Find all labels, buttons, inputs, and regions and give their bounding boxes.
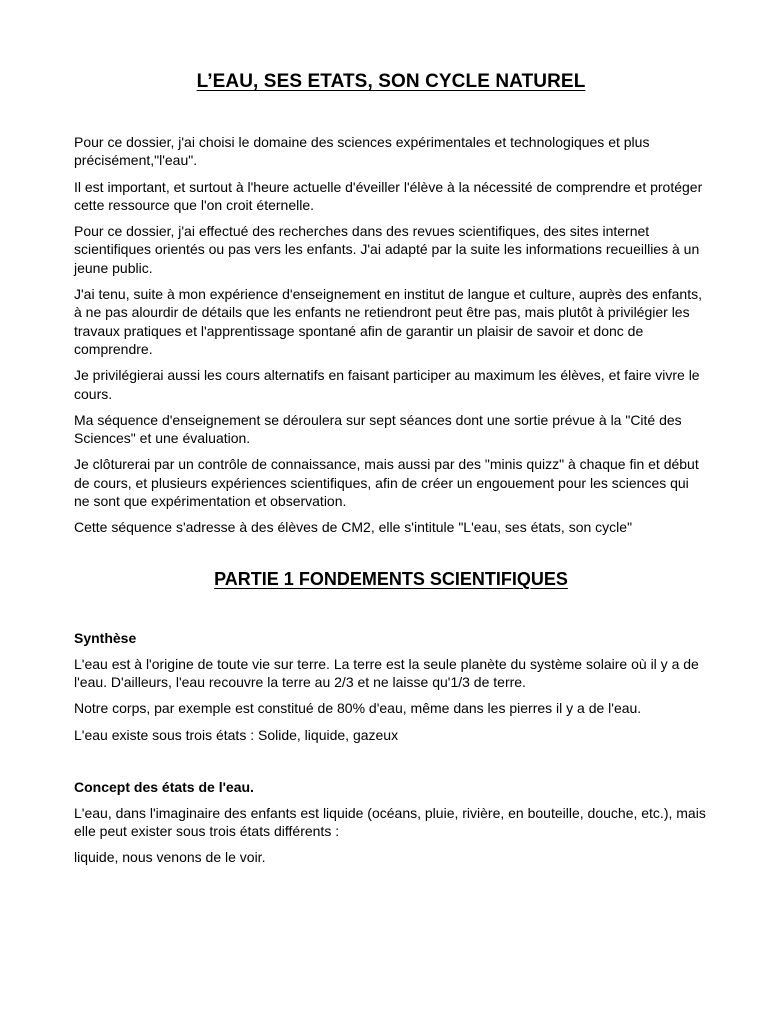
synthese-paragraph-1: L'eau est à l'origine de toute vie sur terre. La terre est la seule planète du système solaire où il y a de l'eau. D'ailleurs, l'eau recouvre la terre au 2/3 et ne laisse qu'1/3 de terre. — [74, 655, 699, 690]
intro-paragraph-3: Pour ce dossier, j'ai effectué des recherches dans des revues scientifiques, des sites internet scientifiques orientés ou pas vers les enfants. J'ai adapté par la suite les informations recueillies à un jeune public. — [74, 223, 700, 276]
intro-paragraph-8: Cette séquence s'adresse à des élèves de CM2, elle s'intitule "L'eau, ses états, son cycle" — [74, 519, 633, 536]
concept-paragraph-2: liquide, nous venons de le voir. — [74, 849, 266, 866]
intro-section — [74, 133, 708, 537]
concept-section — [74, 778, 708, 867]
document-title: L’EAU, SES ETATS, SON CYCLE NATUREL — [196, 71, 586, 92]
intro-paragraph-1: Pour ce dossier, j'ai choisi le domaine des sciences expérimentales et technologiques et plus précisément,"l'eau". — [74, 134, 650, 169]
synthese-section — [74, 629, 708, 744]
concept-paragraph-1: L'eau, dans l'imaginaire des enfants est liquide (océans, pluie, rivière, en bouteille, douche, etc.), mais elle peut exister sous trois états différents : — [74, 804, 706, 840]
synthese-paragraph-3: L'eau existe sous trois états : Solide, liquide, gazeux — [74, 726, 399, 743]
part1-title: PARTIE 1 FONDEMENTS SCIENTIFIQUES — [214, 568, 568, 589]
intro-paragraph-6: Ma séquence d'enseignement se déroulera sur sept séances dont une sortie prévue à la "Cité des Sciences" et une évaluation. — [74, 411, 682, 447]
synthese-heading: Synthèse — [74, 629, 137, 646]
concept-heading: Concept des états de l'eau. — [74, 778, 254, 795]
intro-paragraph-4: J'ai tenu, suite à mon expérience d'enseignement en institut de langue et culture, auprès des enfants, à ne pas alourdir de détails que les enfants ne retiendront peut être pas, mais plutôt à privilégier les travaux pratiques et l'apprentissage spontané afin de garantir un plaisir de savoir et donc de comprendre. — [74, 286, 702, 357]
synthese-paragraph-2: Notre corps, par exemple est constitué de 80% d'eau, même dans les pierres il y a de l'eau. — [74, 700, 642, 717]
intro-paragraph-5: Je privilégierai aussi les cours alternatifs en faisant participer au maximum les élèves, et faire vivre le cours. — [74, 367, 700, 402]
intro-paragraph-2: Il est important, et surtout à l'heure actuelle d'éveiller l'élève à la nécessité de comprendre et protéger cette ressource que l'on croit éternelle. — [74, 178, 703, 213]
intro-paragraph-7: Je clôturerai par un contrôle de connaissance, mais aussi par des "minis quizz" à chaque fin et début de cours, et plusieurs expériences scientifiques, afin de créer un engouement pour les sciences qui ne sont que expérimentation et observation. — [74, 456, 699, 510]
